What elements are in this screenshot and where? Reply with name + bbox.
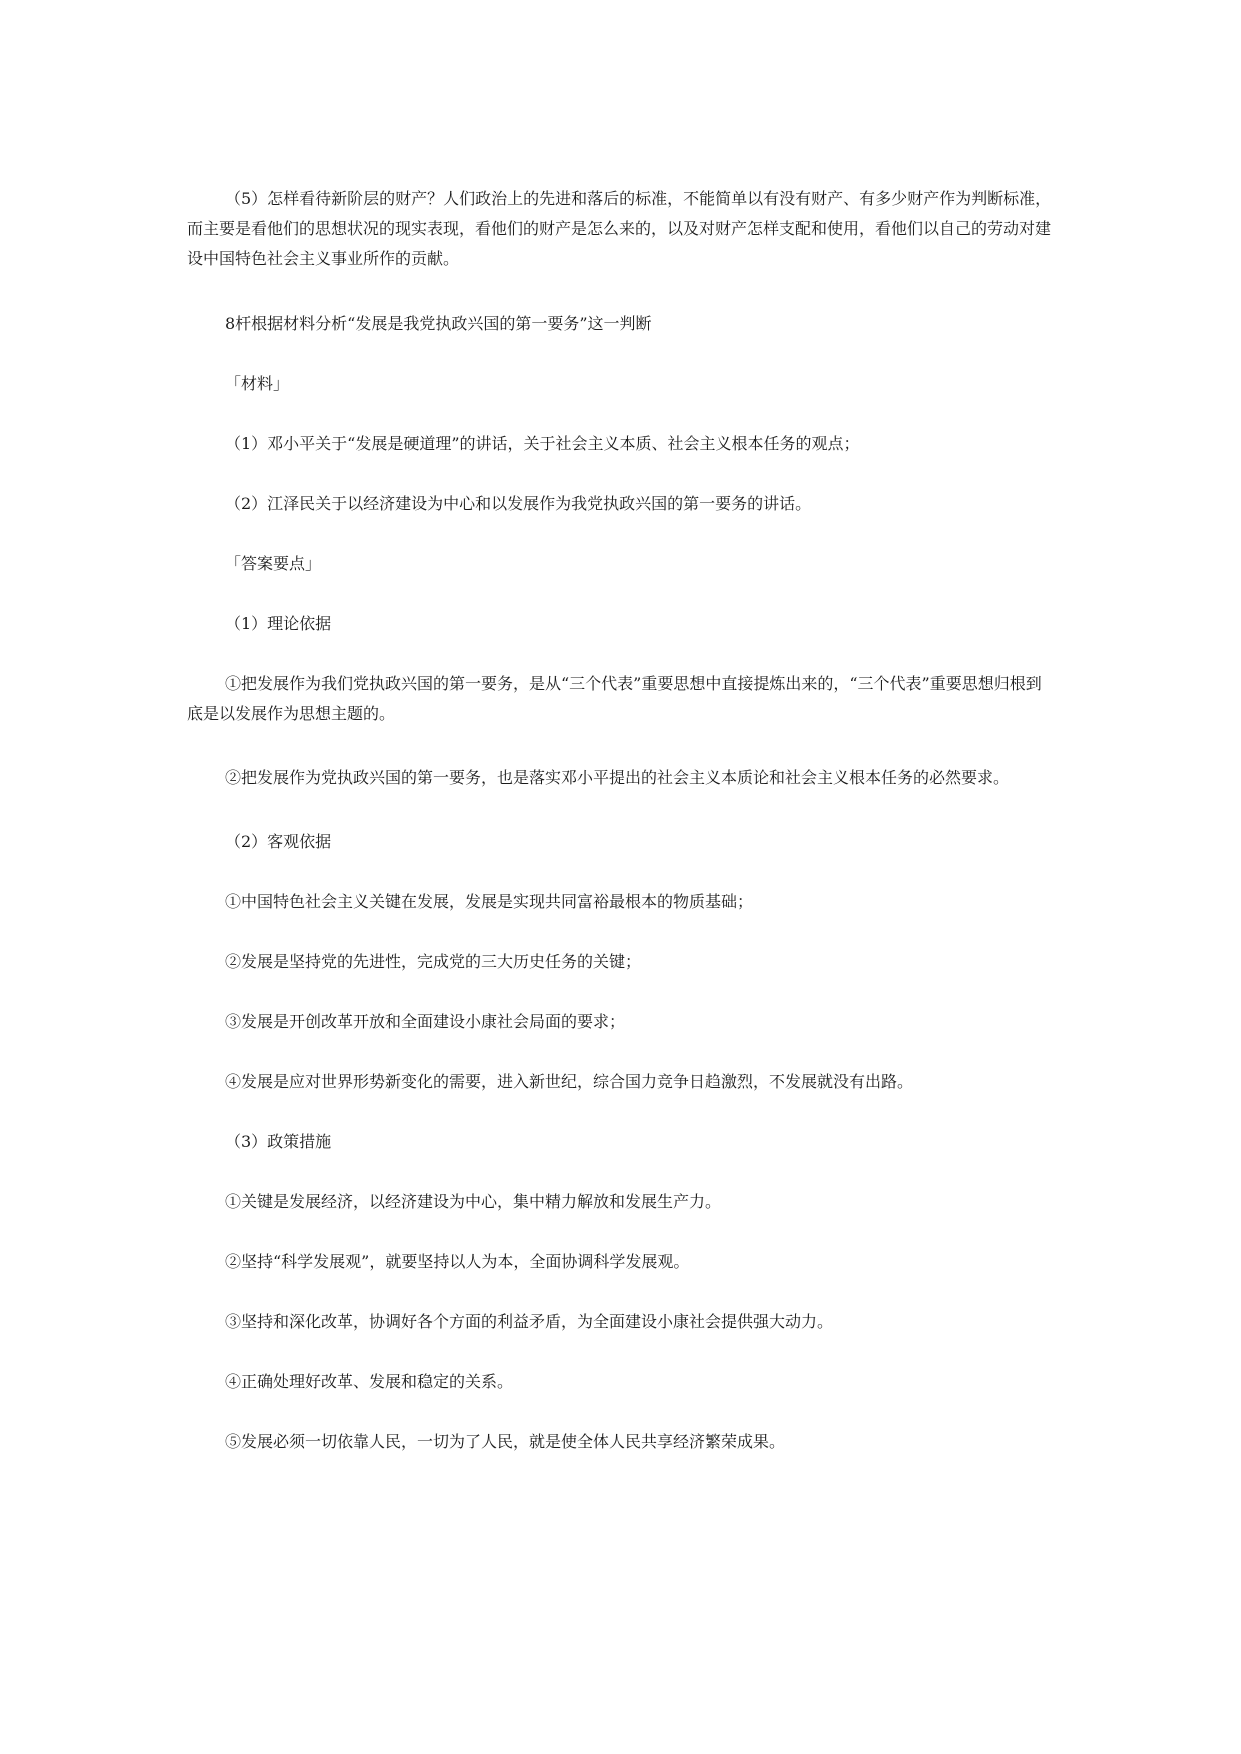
question-heading: 8杆根据材料分析“发展是我党执政兴国的第一要务”这一判断 xyxy=(225,314,652,333)
material-item-2: （2）江泽民关于以经济建设为中心和以发展作为我党执政兴国的第一要务的讲话。 xyxy=(225,494,812,513)
theory-point-1: ①把发展作为我们党执政兴国的第一要务，是从“三个代表”重要思想中直接提炼出来的，“三个代表”重要思想归根到底是以发展作为思想主题的。 xyxy=(187,674,1042,723)
subheading-theory-basis: （1）理论依据 xyxy=(225,614,332,633)
objective-point-3: ③发展是开创改革开放和全面建设小康社会局面的要求； xyxy=(225,1012,626,1031)
subheading-policy-measures: （3）政策措施 xyxy=(225,1132,332,1151)
theory-point-2: ②把发展作为党执政兴国的第一要务，也是落实邓小平提出的社会主义本质论和社会主义根本任务的必然要求。 xyxy=(225,768,1010,787)
objective-point-1: ①中国特色社会主义关键在发展，发展是实现共同富裕最根本的物质基础； xyxy=(225,892,754,911)
section-label-answer: 「答案要点」 xyxy=(225,554,322,573)
policy-point-3: ③坚持和深化改革，协调好各个方面的利益矛盾，为全面建设小康社会提供强大动力。 xyxy=(225,1312,834,1331)
policy-point-1: ①关键是发展经济，以经济建设为中心，集中精力解放和发展生产力。 xyxy=(225,1192,722,1211)
material-item-1: （1）邓小平关于“发展是硬道理”的讲话，关于社会主义本质、社会主义根本任务的观点； xyxy=(225,434,860,453)
paragraph-property-standard: （5）怎样看待新阶层的财产？人们政治上的先进和落后的标准，不能简单以有没有财产、有多少财产作为判断标准，而主要是看他们的思想状况的现实表现，看他们的财产是怎么来的，以及对财产怎样支配和使用，看他们以自己的劳动对建设中国特色社会主义事业所作的贡献。 xyxy=(187,189,1052,268)
policy-point-5: ⑤发展必须一切依靠人民，一切为了人民，就是使全体人民共享经济繁荣成果。 xyxy=(225,1432,786,1451)
objective-point-2: ②发展是坚持党的先进性，完成党的三大历史任务的关键； xyxy=(225,952,642,971)
subheading-objective-basis: （2）客观依据 xyxy=(225,832,332,851)
policy-point-2: ②坚持“科学发展观”，就要坚持以人为本，全面协调科学发展观。 xyxy=(225,1252,690,1271)
document-page xyxy=(187,184,1055,1457)
section-label-materials: 「材料」 xyxy=(225,374,290,393)
policy-point-4: ④正确处理好改革、发展和稳定的关系。 xyxy=(225,1372,514,1391)
objective-point-4: ④发展是应对世界形势新变化的需要，进入新世纪，综合国力竞争日趋激烈，不发展就没有出路。 xyxy=(225,1072,914,1091)
